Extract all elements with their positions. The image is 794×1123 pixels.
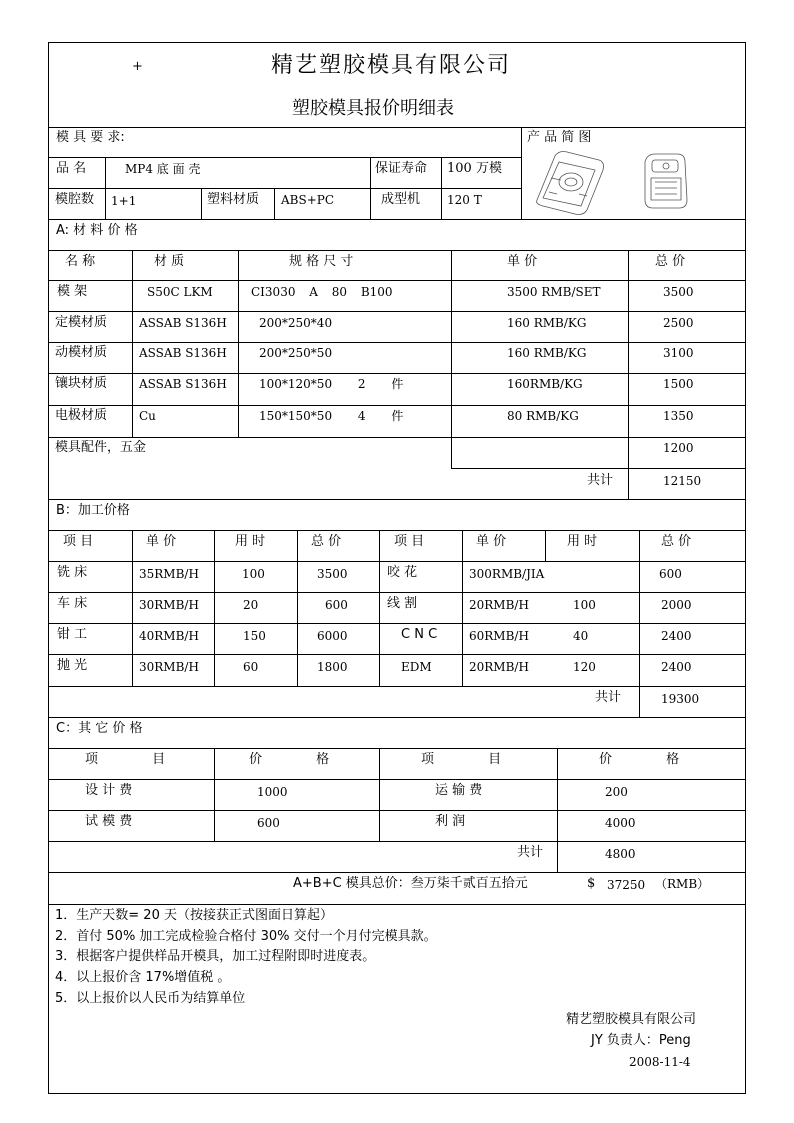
a-row-name: 镶块材质: [55, 376, 108, 391]
b-row-unit-price: 30RMB/H: [139, 598, 199, 612]
a-header-name: 名 称: [65, 254, 96, 269]
a-row-material: ASSAB S136H: [139, 377, 227, 391]
a-row-spec: 200*250*50: [259, 346, 333, 360]
c-row-item: 试 模 费: [85, 814, 133, 829]
a-row-total: 3500: [663, 285, 694, 299]
a-row-unit-price: 160 RMB/KG: [507, 346, 587, 360]
b-row-hours-2: 40: [573, 629, 589, 643]
b-row-total-2: 2400: [661, 660, 692, 674]
c-header-item-2: 项 目: [421, 752, 502, 767]
a-row-name: 动模材质: [55, 345, 108, 360]
a-row-material: ASSAB S136H: [139, 346, 227, 360]
warranty-label: 保证寿命: [375, 161, 428, 176]
a-row-unit-price: 160RMB/KG: [507, 377, 583, 391]
signature-date: 2008-11-4: [629, 1055, 691, 1069]
b-row-item: 钳 工: [57, 627, 88, 642]
note-item: 1．生产天数= 20 天（按接获正式图面日算起）: [55, 908, 333, 923]
b-row-hours-2: 120: [573, 660, 596, 674]
b-row-total: 1800: [317, 660, 348, 674]
material-value: ABS+PC: [281, 193, 335, 207]
machine-value: 120 T: [447, 193, 482, 207]
a-subtotal-value: 12150: [663, 474, 702, 488]
b-row-total-2: 2400: [661, 629, 692, 643]
grand-total-value: 37250: [607, 878, 646, 892]
signature-person: JY 负责人：Peng: [591, 1033, 691, 1048]
c-row-item-2: 利 润: [435, 814, 466, 829]
b-row-hours-2: 100: [573, 598, 596, 612]
b-row-item-2: 线 割: [387, 596, 418, 611]
a-row-unit-price: 160 RMB/KG: [507, 316, 587, 330]
quotation-sheet: [48, 42, 746, 1094]
a-row-name: 模 架: [57, 284, 88, 299]
a-row-spec: CI3030 A 80 B100: [251, 285, 393, 299]
a-header-material: 材 质: [154, 254, 185, 269]
section-a-heading: A: 材 料 价 格: [56, 223, 138, 238]
section-c-heading: C：其 它 价 格: [56, 721, 143, 736]
a-accessories-label: 模具配件，五金: [55, 440, 147, 455]
b-row-total: 6000: [317, 629, 348, 643]
product-name-value: MP4 底 面 壳: [125, 162, 201, 176]
a-row-spec: 200*250*40: [259, 316, 333, 330]
b-row-unit-price: 40RMB/H: [139, 629, 199, 643]
c-header-item: 项 目: [85, 752, 166, 767]
a-row-unit-price: 3500 RMB/SET: [507, 285, 601, 299]
signature-company: 精艺塑胶模具有限公司: [566, 1012, 697, 1027]
document-title: 塑胶模具报价明细表: [292, 98, 454, 119]
b-row-unit-price: 30RMB/H: [139, 660, 199, 674]
a-subtotal-label: 共计: [587, 473, 614, 488]
b-header-hours: 用 时: [235, 534, 266, 549]
c-row-price: 600: [257, 816, 280, 830]
product-name-label: 品 名: [56, 161, 87, 176]
c-row-price-2: 200: [605, 785, 628, 799]
c-subtotal-label: 共计: [517, 845, 544, 860]
c-header-price: 价 格: [249, 752, 330, 767]
b-row-item: 车 床: [57, 596, 88, 611]
b-subtotal-label: 共计: [595, 690, 622, 705]
b-header-total: 总 价: [311, 534, 342, 549]
b-row-item-2: 咬 花: [387, 565, 418, 580]
b-header-total-2: 总 价: [661, 534, 692, 549]
a-row-total: 1500: [663, 377, 694, 391]
b-header-hours-2: 用 时: [567, 534, 598, 549]
cavity-label: 模腔数: [55, 192, 95, 207]
a-row-material: ASSAB S136H: [139, 316, 227, 330]
b-row-item-2: EDM: [401, 660, 432, 674]
b-row-unit-price-2: 300RMB/JIA: [469, 567, 545, 581]
note-item: 2．首付 50% 加工完成检验合格付 30% 交付一个月付完模具款。: [55, 929, 437, 944]
note-item: 5．以上报价以人民币为结算单位: [55, 991, 246, 1006]
material-label: 塑料材质: [207, 192, 260, 207]
c-row-item-2: 运 输 费: [435, 783, 483, 798]
machine-label: 成型机: [381, 192, 421, 207]
c-row-price-2: 4000: [605, 816, 636, 830]
a-row-total: 3100: [663, 346, 694, 360]
a-header-spec: 规 格 尺 寸: [289, 254, 354, 269]
c-header-price-2: 价 格: [599, 752, 680, 767]
a-row-total: 2500: [663, 316, 694, 330]
b-row-hours: 20: [243, 598, 259, 612]
a-header-total: 总 价: [655, 254, 686, 269]
a-row-spec: 100*120*50 2 件: [259, 377, 404, 391]
note-item: 4．以上报价含 17%增值税 。: [55, 970, 231, 985]
product-image-label: 产 品 简 图: [527, 130, 592, 145]
b-row-item: 抛 光: [57, 658, 88, 673]
cavity-value: 1+1: [111, 194, 137, 208]
note-item: 3．根据客户提供样品开模具，加工过程附即时进度表。: [55, 949, 376, 964]
b-row-item: 铣 床: [57, 565, 88, 580]
b-row-unit-price-2: 60RMB/H: [469, 629, 529, 643]
a-header-unit-price: 单 价: [507, 254, 538, 269]
b-header-unit-price: 单 价: [146, 534, 177, 549]
grand-total-symbol: $: [587, 876, 596, 891]
warranty-value: 100 万模: [447, 161, 502, 176]
plus-mark: +: [132, 59, 143, 74]
section-b-heading: B：加工价格: [56, 503, 130, 518]
a-row-spec: 150*150*50 4 件: [259, 409, 404, 423]
b-row-item-2: C N C: [401, 627, 438, 642]
b-row-hours: 150: [243, 629, 266, 643]
b-header-item-2: 项 目: [394, 534, 425, 549]
b-header-unit-price-2: 单 价: [476, 534, 507, 549]
a-row-material: Cu: [139, 409, 156, 423]
b-row-hours: 60: [243, 660, 259, 674]
b-row-total-2: 600: [659, 567, 682, 581]
b-row-unit-price-2: 20RMB/H: [469, 598, 529, 612]
grand-total-currency: （RMB）: [655, 877, 710, 891]
b-row-hours: 100: [242, 567, 265, 581]
a-row-name: 电极材质: [55, 408, 108, 423]
b-row-unit-price-2: 20RMB/H: [469, 660, 529, 674]
requirements-heading: 模 具 要 求:: [56, 130, 125, 145]
c-row-item: 设 计 费: [85, 783, 133, 798]
a-accessories-total: 1200: [663, 441, 694, 455]
a-row-material: S50C LKM: [147, 285, 213, 299]
grand-total-label: A+B+C 模具总价：叁万柒千贰百五拾元: [293, 876, 528, 891]
b-row-total-2: 2000: [661, 598, 692, 612]
a-row-unit-price: 80 RMB/KG: [507, 409, 579, 423]
b-header-item: 项 目: [63, 534, 94, 549]
product-sketch-image: [527, 148, 727, 218]
b-row-total: 3500: [317, 567, 348, 581]
b-subtotal-value: 19300: [661, 692, 700, 706]
b-row-total: 600: [325, 598, 348, 612]
b-row-unit-price: 35RMB/H: [139, 567, 199, 581]
c-row-price: 1000: [257, 785, 288, 799]
company-title: 精艺塑胶模具有限公司: [271, 53, 512, 78]
a-row-name: 定模材质: [55, 315, 108, 330]
c-subtotal-value: 4800: [605, 847, 636, 861]
a-row-total: 1350: [663, 409, 694, 423]
